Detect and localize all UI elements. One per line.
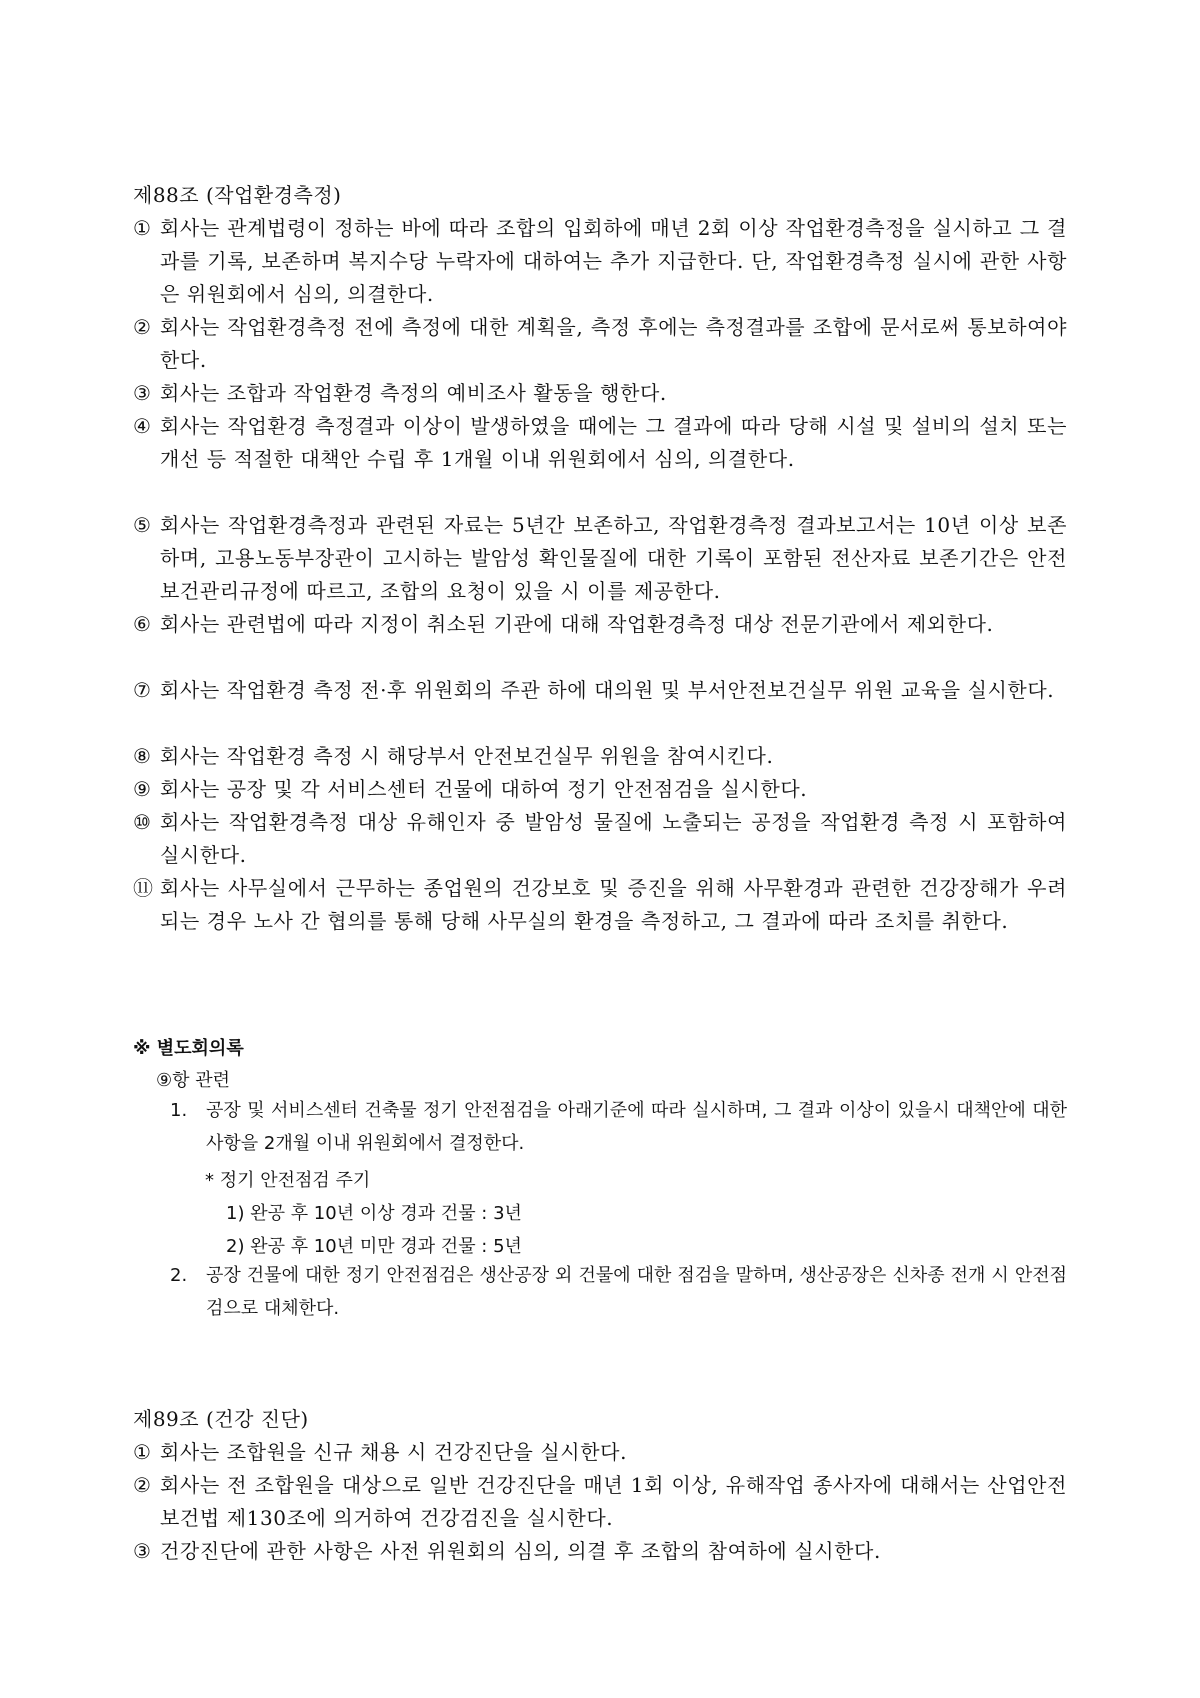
article-88-clause-10 <box>133 806 1067 872</box>
clause-number: ⑨ <box>133 777 151 801</box>
inspection-cycle-heading: * 정기 안전점검 주기 <box>205 1170 371 1191</box>
clause-number: ③ <box>133 1539 151 1563</box>
article-88-clause-7 <box>133 674 1067 707</box>
article-89-clause-1 <box>133 1436 1067 1469</box>
clause-number: ⑪ <box>133 876 153 900</box>
clause-number: ① <box>133 216 151 240</box>
article-89-clause-2 <box>133 1469 1067 1535</box>
clause-text: 회사는 사무실에서 근무하는 종업원의 건강보호 및 증진을 위해 사무환경과 관련한 건강장해가 우려되는 경우 노사 간 협의를 통해 당해 사무실의 환경을 측정하고, 그 결과에 따라 조치를 취한다. <box>160 876 1067 933</box>
clause-text: 회사는 작업환경측정과 관련된 자료는 5년간 보존하고, 작업환경측정 결과보고서는 10년 이상 보존하며, 고용노동부장관이 고시하는 발암성 확인물질에 대한 기록이 포함된 전산자료 보존기간은 안전보건관리규정에 따르고, 조합의 요청이 있을 시 이를 제공한다. <box>160 513 1067 603</box>
side-note-item-2 <box>170 1259 1067 1325</box>
article-88-clause-3 <box>133 377 1067 410</box>
article-88-clause-9 <box>133 773 1067 806</box>
inspection-cycle-item-2: 2) 완공 후 10년 미만 경과 건물 : 5년 <box>226 1236 522 1257</box>
side-note-heading: ※ 별도회의록 <box>133 1038 244 1059</box>
clause-text: 회사는 조합원을 신규 채용 시 건강진단을 실시한다. <box>160 1440 628 1464</box>
clause-text: 회사는 작업환경 측정 시 해당부서 안전보건실무 위원을 참여시킨다. <box>160 744 774 768</box>
article-89-clause-3 <box>133 1535 1067 1568</box>
clause-text: 회사는 관련법에 따라 지정이 취소된 기관에 대해 작업환경측정 대상 전문기관에서 제외한다. <box>160 612 994 636</box>
clause-text: 회사는 관계법령이 정하는 바에 따라 조합의 입회하에 매년 2회 이상 작업환경측정을 실시하고 그 결과를 기록, 보존하며 복지수당 누락자에 대하여는 추가 지급한다. 단, 작업환경측정 실시에 관한 사항은 위원회에서 심의, 의결한다. <box>160 216 1067 306</box>
side-note-subheading: ⑨항 관련 <box>156 1070 231 1091</box>
article-88-clause-8 <box>133 740 1067 773</box>
article-88-clause-1 <box>133 212 1067 311</box>
clause-number: ⑥ <box>133 612 151 636</box>
note-item-number: 2. <box>170 1265 188 1286</box>
clause-number: ② <box>133 315 151 339</box>
article-88-clause-4 <box>133 410 1067 476</box>
article-88-clause-6 <box>133 608 1067 641</box>
note-item-number: 1. <box>170 1100 188 1121</box>
clause-number: ③ <box>133 381 151 405</box>
clause-number: ② <box>133 1473 151 1497</box>
clause-number: ⑤ <box>133 513 151 537</box>
article-88-clause-5 <box>133 509 1067 608</box>
clause-number: ① <box>133 1440 151 1464</box>
clause-number: ⑦ <box>133 678 151 702</box>
article-89-title: 제89조 (건강 진단) <box>133 1407 309 1431</box>
inspection-cycle-item-1: 1) 완공 후 10년 이상 경과 건물 : 3년 <box>226 1203 522 1224</box>
article-88-clause-2 <box>133 311 1067 377</box>
clause-text: 회사는 조합과 작업환경 측정의 예비조사 활동을 행한다. <box>160 381 667 405</box>
clause-text: 건강진단에 관한 사항은 사전 위원회의 심의, 의결 후 조합의 참여하에 실시한다. <box>160 1539 881 1563</box>
side-note-item-1 <box>170 1094 1067 1160</box>
clause-text: 회사는 작업환경측정 대상 유해인자 중 발암성 물질에 노출되는 공정을 작업환경 측정 시 포함하여 실시한다. <box>160 810 1067 867</box>
article-88-title: 제88조 (작업환경측정) <box>133 183 342 207</box>
note-item-text: 공장 및 서비스센터 건축물 정기 안전점검을 아래기준에 따라 실시하며, 그 결과 이상이 있을시 대책안에 대한 사항을 2개월 이내 위원회에서 결정한다. <box>206 1100 1067 1154</box>
clause-text: 회사는 작업환경 측정 전·후 위원회의 주관 하에 대의원 및 부서안전보건실무 위원 교육을 실시한다. <box>160 678 1055 702</box>
article-88-clause-11 <box>133 872 1067 938</box>
clause-number: ④ <box>133 414 151 438</box>
clause-text: 회사는 작업환경측정 전에 측정에 대한 계획을, 측정 후에는 측정결과를 조합에 문서로써 통보하여야 한다. <box>160 315 1067 372</box>
clause-number: ⑧ <box>133 744 151 768</box>
clause-text: 회사는 공장 및 각 서비스센터 건물에 대하여 정기 안전점검을 실시한다. <box>160 777 808 801</box>
note-item-text: 공장 건물에 대한 정기 안전점검은 생산공장 외 건물에 대한 점검을 말하며, 생산공장은 신차종 전개 시 안전점검으로 대체한다. <box>206 1265 1067 1319</box>
clause-number: ⑩ <box>133 810 151 834</box>
clause-text: 회사는 전 조합원을 대상으로 일반 건강진단을 매년 1회 이상, 유해작업 종사자에 대해서는 산업안전보건법 제130조에 의거하여 건강검진을 실시한다. <box>160 1473 1067 1530</box>
clause-text: 회사는 작업환경 측정결과 이상이 발생하였을 때에는 그 결과에 따라 당해 시설 및 설비의 설치 또는 개선 등 적절한 대책안 수립 후 1개월 이내 위원회에서 심의, 의결한다. <box>160 414 1067 471</box>
